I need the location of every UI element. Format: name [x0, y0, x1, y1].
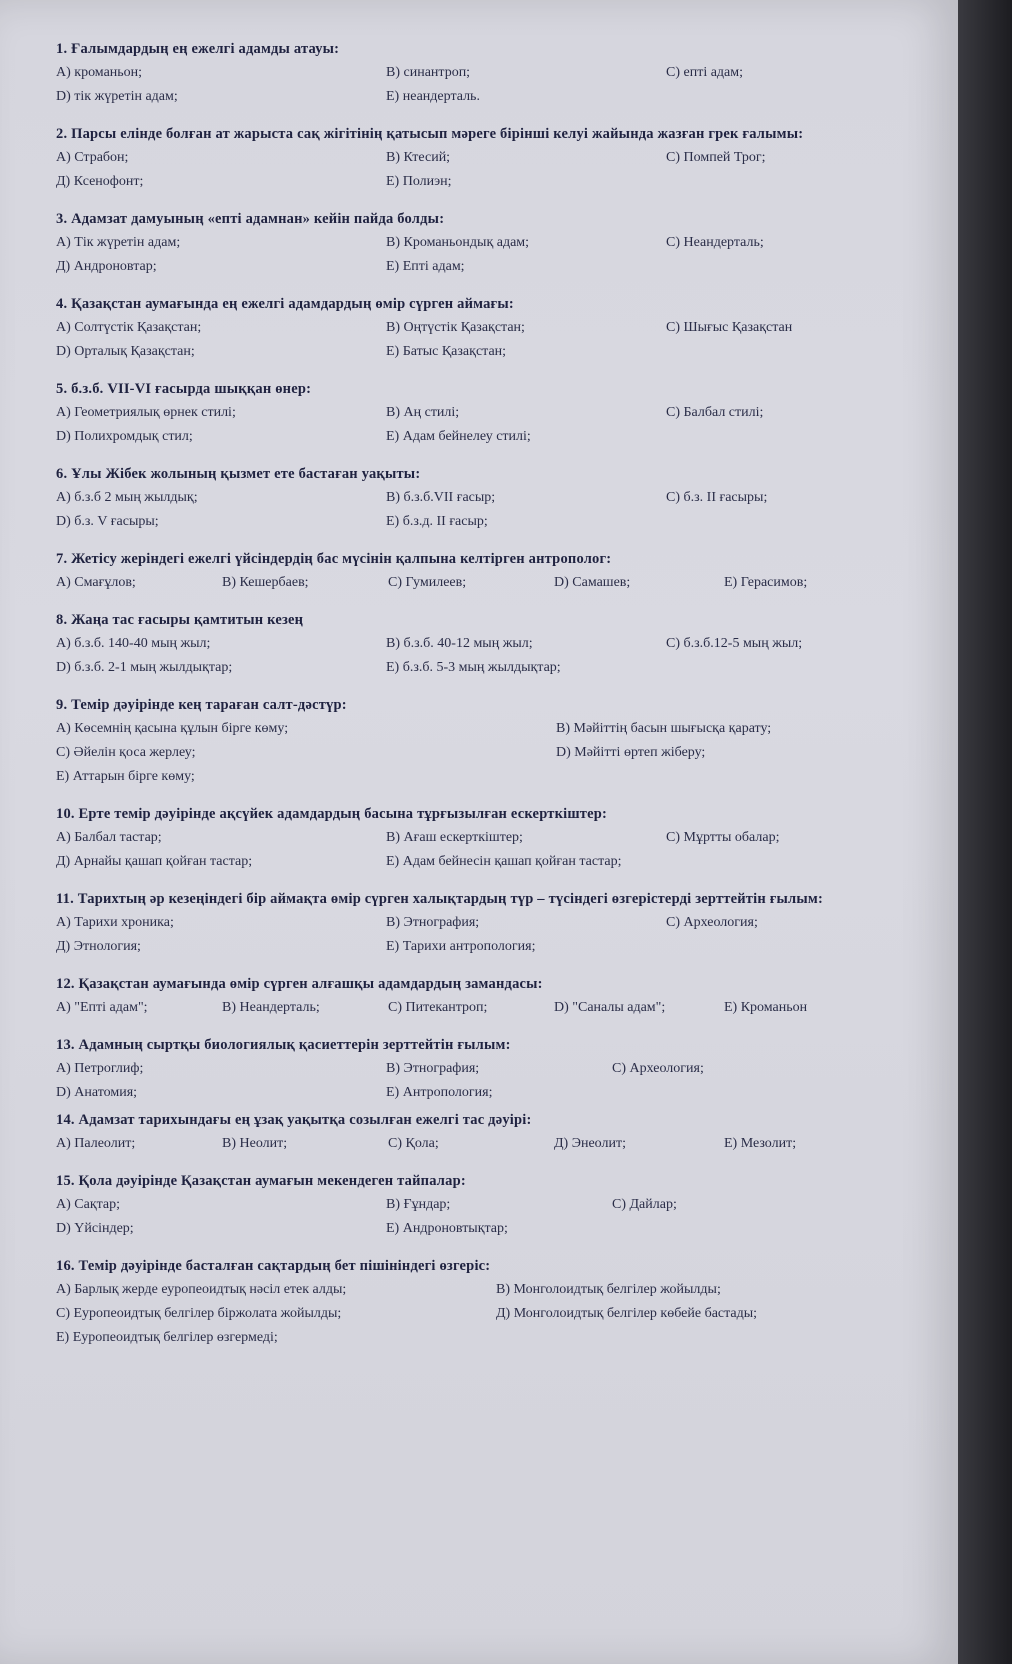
option-c: С) Дайлар;	[612, 1197, 677, 1212]
option-b: В) б.з.б. 40-12 мың жыл;	[386, 636, 533, 651]
question-5	[56, 378, 896, 449]
option-c: С) Балбал стилі;	[666, 405, 764, 420]
option-c: С) Гумилеев;	[388, 575, 467, 590]
option-c: С) Неандерталь;	[666, 235, 764, 250]
question-13	[56, 1034, 896, 1105]
option-b: В) Этнография;	[386, 1061, 480, 1076]
option-b: В) Кроманьондық адам;	[386, 235, 530, 250]
option-b: В) синантроп;	[386, 65, 471, 80]
option-e: Е) Адам бейнесін қашап қойған тастар;	[386, 854, 622, 869]
option-d: D) Анатомия;	[56, 1085, 138, 1100]
option-d: D) Орталық Қазақстан;	[56, 344, 195, 359]
option-e: Е) Адам бейнелеу стилі;	[386, 429, 531, 444]
question-title: 3. Адамзат дамуының «епті адамнан» кейін пайда болды:	[56, 211, 445, 227]
question-14	[56, 1109, 896, 1156]
option-e: Е) Мезолит;	[724, 1136, 797, 1151]
option-d: D) "Саналы адам";	[554, 1000, 666, 1015]
option-c: С) Питекантроп;	[388, 1000, 488, 1015]
option-a: А) Сақтар;	[56, 1197, 121, 1212]
option-a: А) б.з.б. 140-40 мың жыл;	[56, 636, 211, 651]
option-b: В) Аң стилі;	[386, 405, 460, 420]
question-title: 6. Ұлы Жібек жолының қызмет ете бастаған уақыты:	[56, 466, 421, 482]
option-c: С) Археология;	[666, 915, 758, 930]
question-12	[56, 973, 896, 1020]
option-c: С) б.з. II ғасыры;	[666, 490, 768, 505]
option-c: С) Еуропеоидтық белгілер біржолата жойылды;	[56, 1306, 342, 1321]
option-b: В) Ғұндар;	[386, 1197, 451, 1212]
option-a: А) Страбон;	[56, 150, 129, 165]
option-d: Д) Энеолит;	[554, 1136, 626, 1151]
question-1	[56, 38, 896, 109]
option-c: С) Археология;	[612, 1061, 704, 1076]
option-e: Е) Тарихи антропология;	[386, 939, 536, 954]
question-3	[56, 208, 896, 279]
question-title: 13. Адамның сыртқы биологиялық қасиеттерін зерттейтін ғылым:	[56, 1037, 511, 1053]
option-d: D) б.з.б. 2-1 мың жылдықтар;	[56, 660, 233, 675]
option-e: Е) Аттарын бірге көму;	[56, 769, 195, 784]
option-e: Е) б.з.б. 5-3 мың жылдықтар;	[386, 660, 561, 675]
option-b: В) Ағаш ескерткіштер;	[386, 830, 523, 845]
option-e: Е) неандерталь.	[386, 89, 480, 104]
option-a: А) Барлық жерде еуропеоидтық нәсіл етек алды;	[56, 1282, 347, 1297]
option-b: В) Ктесий;	[386, 150, 451, 165]
test-sheet	[56, 38, 896, 1364]
option-a: А) Тарихи хроника;	[56, 915, 174, 930]
option-c: С) Қола;	[388, 1136, 439, 1151]
option-d: D) Самашев;	[554, 575, 631, 590]
question-16	[56, 1255, 896, 1350]
question-15	[56, 1170, 896, 1241]
option-b: В) Монголоидтық белгілер жойылды;	[496, 1282, 721, 1297]
option-a: А) Петроглиф;	[56, 1061, 144, 1076]
question-10	[56, 803, 896, 874]
option-b: В) Этнография;	[386, 915, 480, 930]
option-a: А) б.з.б 2 мың жылдық;	[56, 490, 198, 505]
dark-background-edge	[958, 0, 1012, 1664]
option-a: А) Солтүстік Қазақстан;	[56, 320, 202, 335]
option-c: С) Помпей Трог;	[666, 150, 766, 165]
question-6	[56, 463, 896, 534]
option-c: С) епті адам;	[666, 65, 744, 80]
option-b: В) Мәйіттің басын шығысқа қарату;	[556, 721, 772, 736]
option-b: В) Кешербаев;	[222, 575, 309, 590]
question-title: 7. Жетісу жеріндегі ежелгі үйсіндердің бас мүсінін қалпына келтірген антрополог:	[56, 551, 612, 567]
option-e: Е) Кроманьон	[724, 1000, 808, 1015]
option-e: Е) Антропология;	[386, 1085, 493, 1100]
question-title: 14. Адамзат тарихындағы ең ұзақ уақытқа созылған ежелгі тас дәуірі:	[56, 1112, 532, 1128]
option-b: В) Неолит;	[222, 1136, 288, 1151]
option-e: Е) Епті адам;	[386, 259, 465, 274]
option-d: Д) Арнайы қашап қойған тастар;	[56, 854, 253, 869]
question-title: 16. Темір дәуірінде басталған сақтардың бет пішініндегі өзгеріс:	[56, 1258, 491, 1274]
question-9	[56, 694, 896, 789]
option-a: А) Смағұлов;	[56, 575, 136, 590]
question-title: 15. Қола дәуірінде Қазақстан аумағын мекендеген тайпалар:	[56, 1173, 466, 1189]
option-a: А) "Епті адам";	[56, 1000, 148, 1015]
question-title: 9. Темір дәуірінде кең тараған салт-дәстүр:	[56, 697, 347, 713]
option-a: А) Көсемнің қасына құлын бірге көму;	[56, 721, 289, 736]
option-a: А) кроманьон;	[56, 65, 143, 80]
option-d: Д) Ксенофонт;	[56, 174, 144, 189]
option-d: D) б.з. V ғасыры;	[56, 514, 159, 529]
option-c: С) Шығыс Қазақстан	[666, 320, 793, 335]
question-title: 8. Жаңа тас ғасыры қамтитын кезең	[56, 612, 304, 628]
option-d: D) Мәйітті өртеп жіберу;	[556, 745, 706, 760]
question-title: 12. Қазақстан аумағында өмір сүрген алғашқы адамдардың замандасы:	[56, 976, 543, 992]
option-c: С) б.з.б.12-5 мың жыл;	[666, 636, 803, 651]
question-8	[56, 609, 896, 680]
option-e: Е) Андроновтықтар;	[386, 1221, 508, 1236]
option-a: А) Геометриялық өрнек стилі;	[56, 405, 236, 420]
option-d: D) Полихромдық стил;	[56, 429, 193, 444]
option-b: В) Неандерталь;	[222, 1000, 320, 1015]
option-e: Е) Батыс Қазақстан;	[386, 344, 507, 359]
option-a: А) Балбал тастар;	[56, 830, 162, 845]
option-e: Е) Полиэн;	[386, 174, 452, 189]
option-b: В) б.з.б.VII ғасыр;	[386, 490, 496, 505]
option-d: Д) Этнология;	[56, 939, 141, 954]
option-d: Д) Андроновтар;	[56, 259, 157, 274]
question-title: 5. б.з.б. VII-VI ғасырда шыққан өнер:	[56, 381, 312, 397]
question-title: 4. Қазақстан аумағында ең ежелгі адамдардың өмір сүрген аймағы:	[56, 296, 514, 312]
option-c: С) Мұртты обалар;	[666, 830, 780, 845]
option-d: D) Үйсіндер;	[56, 1221, 134, 1236]
question-7	[56, 548, 896, 595]
option-d: Д) Монголоидтық белгілер көбейе бастады;	[496, 1306, 758, 1321]
option-c: С) Әйелін қоса жерлеу;	[56, 745, 196, 760]
option-b: В) Оңтүстік Қазақстан;	[386, 320, 525, 335]
option-a: А) Палеолит;	[56, 1136, 136, 1151]
option-e: Е) б.з.д. II ғасыр;	[386, 514, 488, 529]
question-11	[56, 888, 896, 959]
option-a: А) Тік жүретін адам;	[56, 235, 181, 250]
option-e: Е) Герасимов;	[724, 575, 808, 590]
option-e: Е) Еуропеоидтық белгілер өзгермеді;	[56, 1330, 278, 1345]
question-2	[56, 123, 896, 194]
question-title: 1. Ғалымдардың ең ежелгі адамды атауы:	[56, 41, 340, 57]
question-title: 2. Парсы елінде болған ат жарыста сақ жігітінің қатысып мәреге бірінші келуі жайында жазған грек ғалымы:	[56, 126, 804, 142]
question-title: 10. Ерте темір дәуірінде ақсүйек адамдардың басына тұрғызылған ескерткіштер:	[56, 806, 608, 822]
option-d: D) тік жүретін адам;	[56, 89, 178, 104]
question-title: 11. Тарихтың әр кезеңіндегі бір аймақта өмір сүрген халықтардың түр – түсіндегі өзгерістерді зерттейтін ғылым:	[56, 891, 824, 907]
question-4	[56, 293, 896, 364]
